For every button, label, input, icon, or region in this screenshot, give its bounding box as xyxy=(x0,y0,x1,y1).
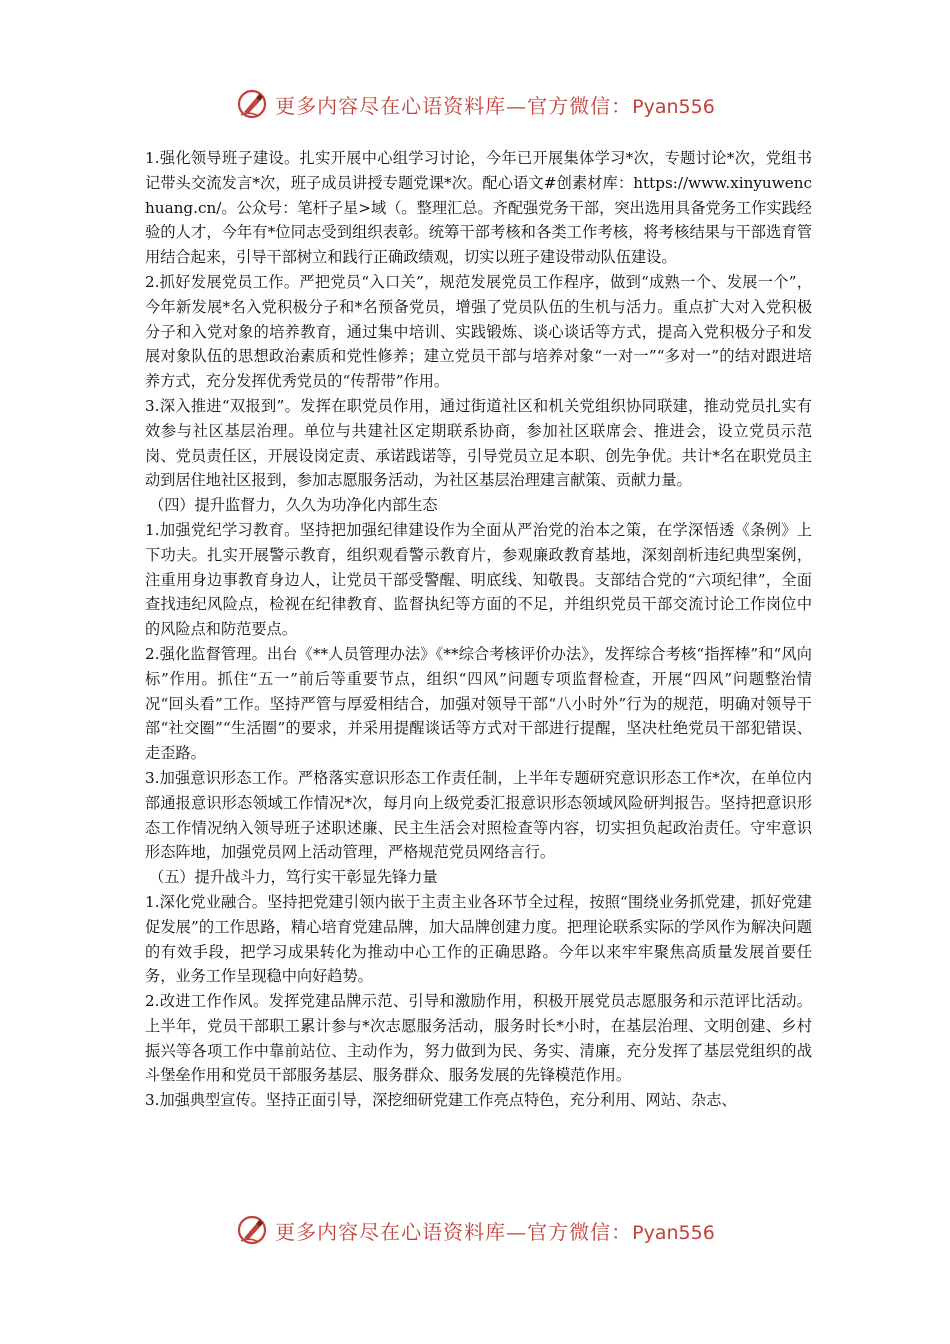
paragraph: 2.改进工作作风。发挥党建品牌示范、引导和激励作用，积极开展党员志愿服务和示范评比活动。上半年，党员干部职工累计参与*次志愿服务活动，服务时长*小时，在基层治理、文明创建、乡村振兴等各项工作中靠前站位、主动作为，努力做到为民、务实、清廉，充分发挥了基层党组织的战斗堡垒作用和党员干部服务基层、服务群众、服务发展的先锋模范作用。 xyxy=(145,992,812,1085)
pen-logo-icon xyxy=(235,1213,269,1247)
paragraph: 1.加强党纪学习教育。坚持把加强纪律建设作为全面从严治党的治本之策，在学深悟透《条例》上下功夫。扎实开展警示教育，组织观看警示教育片，参观廉政教育基地，深刻剖析违纪典型案例，注重用身边事教育身边人，让党员干部受警醒、明底线、知敬畏。支部结合党的“六项纪律”，全面查找违纪风险点，检视在纪律教育、监督执纪等方面的不足，并组织党员干部交流讨论工作岗位中的风险点和防范要点。 xyxy=(145,520,812,639)
paragraph: 1.深化党业融合。坚持把党建引领内嵌于主责主业各环节全过程，按照“围绕业务抓党建，抓好党建促发展”的工作思路，精心培育党建品牌，加大品牌创建力度。把理论联系实际的学风作为解决问题的有效手段，把学习成果转化为推动中心工作的正确思路。今年以来牢牢聚焦高质量发展首要任务，业务工作呈现稳中向好趋势。 xyxy=(145,892,812,986)
paragraph: 1.强化领导班子建设。扎实开展中心组学习讨论，今年已开展集体学习*次，专题讨论*次，党组书记带头交流发言*次，班子成员讲授专题党课*次。配心语文#创素材库：https://www.xinyuwenchuang.cn/。公众号：笔杆子星>域（。整理汇总。齐配强党务干部，突出选用具备党务工作实践经验的人才，今年有*位同志受到组织表彰。统筹干部考核和各类工作考核，将考核结果与干部选育管用结合起来，引导干部树立和践行正确政绩观，切实以班子建设带动队伍建设。 xyxy=(145,149,812,267)
paragraph: 3.加强典型宣传。坚持正面引导，深挖细研党建工作亮点特色，充分利用、网站、杂志、 xyxy=(145,1091,737,1110)
document-body xyxy=(145,146,812,1113)
section-heading: （五）提升战斗力，笃行实干彰显先锋力量 xyxy=(149,868,438,887)
paragraph: 2.抓好发展党员工作。严把党员“入口关”，规范发展党员工作程序，做到“成熟一个、发展一个”，今年新发展*名入党积极分子和*名预备党员，增强了党员队伍的生机与活力。重点扩大对入党积极分子和入党对象的培养教育，通过集中培训、实践锻炼、谈心谈话等方式，提高入党积极分子和发展对象队伍的思想政治素质和党性修养；建立党员干部与培养对象“一对一”“多对一”的结对跟进培养方式，充分发挥优秀党员的“传帮带”作用。 xyxy=(145,272,812,391)
paragraph: 2.强化监督管理。出台《**人员管理办法》《**综合考核评价办法》，发挥综合考核“指挥棒”和“风向标”作用。抓住“五一”前后等重要节点，组织“四风”问题专项监督检查，开展“四风”问题整治情况“回头看”工作。坚持严管与厚爱相结合，加强对领导干部“八小时外”行为的规范，明确对领导干部“社交圈”“生活圈”的要求，并采用提醒谈话等方式对干部进行提醒，坚决杜绝党员干部犯错误、走歪路。 xyxy=(145,644,812,763)
footer-banner xyxy=(0,1210,950,1250)
pen-logo-icon xyxy=(235,87,269,121)
wechat-id: Pyan556 xyxy=(632,95,715,118)
header-banner xyxy=(0,84,950,124)
section-heading: （四）提升监督力，久久为功净化内部生态 xyxy=(149,496,438,515)
banner-text: 更多内容尽在心语资料库—官方微信：Pyan556 xyxy=(275,93,715,118)
paragraph: 3.深入推进“双报到”。发挥在职党员作用，通过街道社区和机关党组织协同联建，推动党员扎实有效参与社区基层治理。单位与共建社区定期联系协商，参加社区联席会、推进会，设立党员示范岗、党员责任区，开展设岗定责、承诺践诺等，引导党员立足本职、创先争优。共计*名在职党员主动到居住地社区报到，参加志愿服务活动，为社区基层治理建言献策、贡献力量。 xyxy=(145,396,812,490)
wechat-id: Pyan556 xyxy=(632,1221,715,1244)
paragraph: 3.加强意识形态工作。严格落实意识形态工作责任制，上半年专题研究意识形态工作*次，在单位内部通报意识形态领域工作情况*次，每月向上级党委汇报意识形态领域风险研判报告。坚持把意识形态工作情况纳入领导班子述职述廉、民主生活会对照检查等内容，切实担负起政治责任。守牢意识形态阵地，加强党员网上活动管理，严格规范党员网络言行。 xyxy=(145,768,812,862)
banner-text: 更多内容尽在心语资料库—官方微信：Pyan556 xyxy=(275,1219,715,1244)
